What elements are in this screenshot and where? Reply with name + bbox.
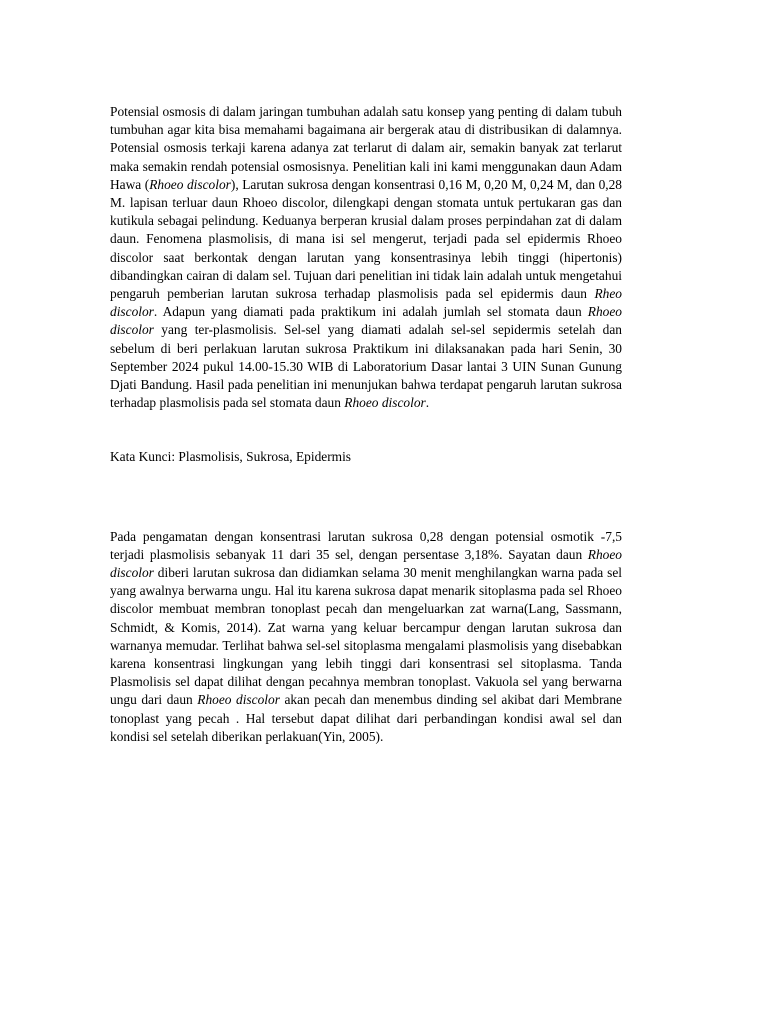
text-segment: yang ter-plasmolisis. Sel-sel yang diamati adalah sel-sel sepidermis setelah dan sebelum di beri perlakuan larutan sukrosa Praktikum ini dilaksanakan pada hari Senin, 30 September 2024 pukul 14.00-15.30 WIB di Laboratorium Dasar lantai 3 UIN Sunan Gunung Djati Bandung. Hasil pada penelitian ini menunjukan bahwa terdapat pengaruh larutan sukrosa terhadap plasmolisis pada sel stomata daun <box>110 322 622 411</box>
italic-species-name: Rhoeo discolor <box>197 692 280 708</box>
italic-species-name: Rhoeo discolor <box>110 304 622 338</box>
body-paragraph <box>110 528 622 746</box>
text-segment: Potensial osmosis di dalam jaringan tumbuhan adalah satu konsep yang penting di dalam tubuh tumbuhan agar kita bisa memahami bagaimana air bergerak atau di distribusikan di dalamnya. Potensial osmosis terkaji karena adanya zat terlarut di dalam air, semakin banyak zat terlarut maka semakin rendah potensial osmosisnya. Penelitian kali ini kami menggunakan daun Adam Hawa ( <box>110 104 622 192</box>
italic-species-name: Rheo discolor <box>110 286 622 320</box>
italic-species-name: Rhoeo discolor <box>344 395 426 411</box>
keywords-line: Kata Kunci: Plasmolisis, Sukrosa, Epidermis <box>110 449 352 465</box>
text-segment: akan pecah dan menembus dinding sel akibat dari Membrane tonoplast yang pecah . Hal tersebut dapat dilihat dari perbandingan kondisi awal sel dan kondisi sel setelah diberikan perlakuan(Yin, 2005). <box>110 692 623 744</box>
text-segment: . <box>425 395 430 411</box>
italic-species-name: Rhoeo discolor <box>149 176 231 192</box>
abstract-paragraph <box>110 103 622 412</box>
text-segment: Pada pengamatan dengan konsentrasi larutan sukrosa 0,28 dengan potensial osmotik -7,5 terjadi plasmolisis sebanyak 11 dari 35 sel, dengan persentase 3,18%. Sayatan daun <box>110 528 622 562</box>
italic-species-name: Rhoeo discolor <box>110 546 622 581</box>
text-segment: . Adapun yang diamati pada praktikum ini adalah jumlah sel stomata daun <box>153 304 588 320</box>
document-page <box>110 103 622 746</box>
text-segment: ), Larutan sukrosa dengan konsentrasi 0,16 M, 0,20 M, 0,24 M, dan 0,28 M. lapisan terluar daun Rhoeo discolor, dilengkapi dengan stomata untuk pertukaran gas dan kutikula sebagai pelindung. Keduanya berperan krusial dalam proses perpindahan zat di dalam daun. Fenomena plasmolisis, di mana isi sel mengerut, terjadi pada sel epidermis Rhoeo discolor saat berkontak dengan larutan yang konsentrasinya lebih tinggi (hipertonis) dibandingkan cairan di dalam sel. Tujuan dari penelitian ini tidak lain adalah untuk mengetahui pengaruh pemberian larutan sukrosa terhadap plasmolisis pada sel epidermis daun <box>110 176 623 302</box>
text-segment: diberi larutan sukrosa dan didiamkan selama 30 menit menghilangkan warna pada sel yang awalnya berwarna ungu. Hal itu karena sukrosa dapat menarik sitoplasma pada sel Rhoeo discolor membuat membran tonoplast pecah dan mengeluarkan zat warna(Lang, Sassmann, Schmidt, & Komis, 2014). Zat warna yang keluar bercampur dengan larutan sukrosa dan warnanya memudar. Terlihat bahwa sel-sel sitoplasma mengalami plasmolisis yang disebabkan karena konsentrasi lingkungan yang lebih tinggi dari konsentrasi sel sitoplasma. Tanda Plasmolisis sel dapat dilihat dengan pecahnya membran tonoplast. Vakuola sel yang berwarna ungu dari daun <box>110 565 622 708</box>
